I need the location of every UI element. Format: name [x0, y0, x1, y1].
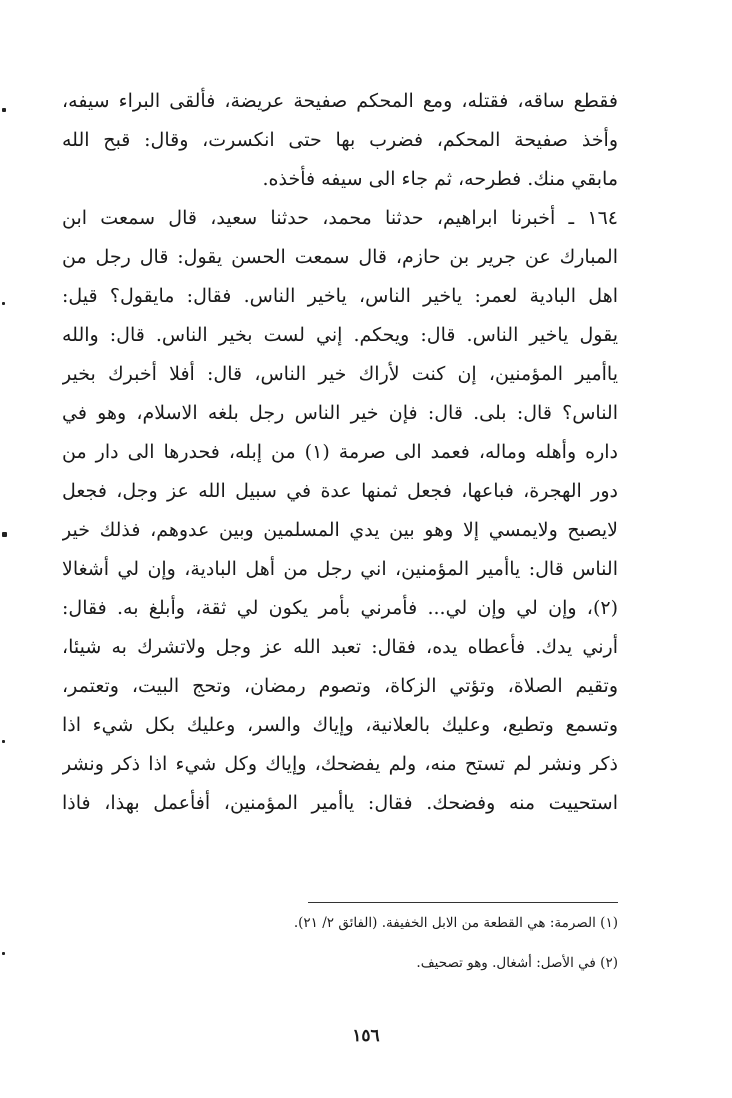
edge-mark: [2, 108, 6, 112]
text-line: ياأمير المؤمنين، إن كنت لأراك خير الناس، قال: أفلا أخبرك بخير: [62, 363, 618, 385]
footnote-2: (٢) في الأصل: أشغال. وهو تصحيف.: [416, 955, 618, 971]
text-line: الناس؟ قال: بلى. قال: فإن خير الناس رجل بلغه الاسلام، وهو في: [62, 402, 618, 424]
footnote-divider: [308, 902, 618, 903]
page-number: ١٥٦: [352, 1026, 380, 1046]
text-line: (٢)، وإن لي وإن لي... فأمرني بأمر يكون لي ثقة، وأبلغ به. فقال:: [62, 597, 618, 619]
text-line: وأخذ صفيحة المحكم، فضرب بها حتى انكسرت، وقال: قبح الله: [62, 129, 618, 151]
text-line: وتسمع وتطيع، وعليك بالعلانية، وإياك والسر، وعليك بكل شيء اذا: [62, 714, 618, 736]
footnotes: [62, 912, 618, 992]
main-text: [62, 82, 618, 823]
text-line: لايصبح ولايمسي إلا وهو بين يدي المسلمين وبين عدوهم، فذلك خير: [62, 519, 618, 541]
text-line: دور الهجرة، فباعها، فجعل ثمنها عدة في سبيل الله عز وجل، فجعل: [62, 480, 618, 502]
text-line: يقول ياخير الناس. قال: ويحكم. إني لست بخير الناس. قال: والله: [62, 324, 618, 346]
text-line: ١٦٤ ـ أخبرنا ابراهيم، حدثنا محمد، حدثنا سعيد، قال سمعت ابن: [62, 207, 618, 229]
text-line: ذكر ونشر لم تستح منه، ولم يفضحك، وإياك وكل شيء اذا ذكر ونشر: [62, 753, 618, 775]
footnote-1: (١) الصرمة: هي القطعة من الابل الخفيفة. (الفائق ٢/ ٢١).: [293, 915, 618, 931]
text-line: وتقيم الصلاة، وتؤتي الزكاة، وتصوم رمضان، وتحج البيت، وتعتمر،: [62, 675, 618, 697]
edge-mark: [2, 302, 5, 305]
text-line: فقطع ساقه، فقتله، ومع المحكم صفيحة عريضة، فألقى البراء سيفه،: [62, 90, 618, 112]
edge-mark: [2, 532, 7, 537]
edge-mark: [2, 740, 5, 743]
text-line: الناس قال: ياأمير المؤمنين، اني رجل من أهل البادية، وإن لي أشغالا: [62, 558, 618, 580]
text-line: استحييت منه وفضحك. فقال: ياأمير المؤمنين، أفأعمل بهذا، فاذا: [62, 792, 618, 814]
edge-mark: [2, 952, 5, 955]
text-line: اهل البادية لعمر: ياخير الناس، ياخير الناس. فقال: مايقول؟ قيل:: [62, 285, 618, 307]
text-line: أرني يدك. فأعطاه يده، فقال: تعبد الله عز وجل ولاتشرك به شيئا،: [62, 636, 618, 658]
text-line: المبارك عن جرير بن حازم، قال سمعت الحسن يقول: قال رجل من: [62, 246, 618, 268]
text-line: مابقي منك. فطرحه، ثم جاء الى سيفه فأخذه.: [262, 168, 618, 190]
text-line: داره وأهله وماله، فعمد الى صرمة (١) من إبله، فحدرها الى دار من: [62, 441, 618, 463]
